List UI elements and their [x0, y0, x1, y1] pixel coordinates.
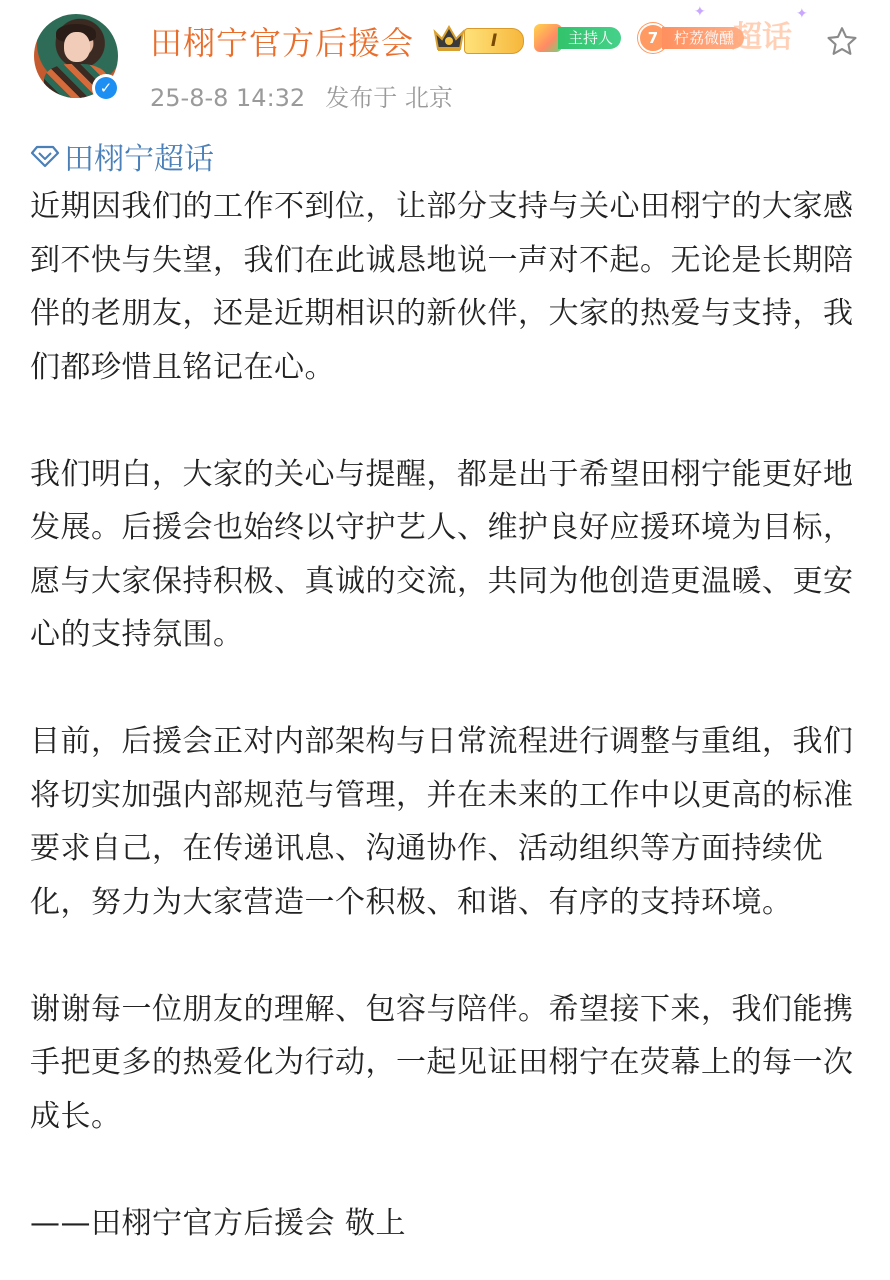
host-badge-label: 主持人: [558, 27, 621, 49]
level-badge[interactable]: I: [464, 28, 524, 54]
paragraph: 我们明白，大家的关心与提醒，都是出于希望田栩宁能更好地发展。后援会也始终以守护艺人、维护良好应援环境为目标，愿与大家保持积极、真诚的交流，共同为他创造更温暖、更安心的支持氛围。: [30, 456, 854, 652]
star-outline-icon: [824, 24, 860, 60]
fan-badge-level: 7: [638, 23, 668, 53]
sparkle-icon: ✦: [796, 6, 808, 22]
location: 发布于 北京: [325, 84, 453, 112]
topic-link[interactable]: [30, 136, 214, 176]
topic-label: 田栩宁超话: [64, 142, 214, 177]
crown-icon: [432, 22, 466, 54]
verified-check-icon: ✓: [92, 74, 120, 102]
fan-badge-label: 柠荔微醺: [662, 27, 744, 49]
avatar-face: [64, 32, 90, 62]
signature: ——田栩宁官方后援会 敬上: [30, 1205, 407, 1241]
username[interactable]: 田栩宁官方后援会: [150, 24, 415, 62]
decor-text: 超话: [732, 20, 792, 55]
host-badge[interactable]: [534, 24, 626, 52]
post-meta: [150, 78, 453, 113]
paragraph: 近期因我们的工作不到位，让部分支持与关心田栩宁的大家感到不快与失望，我们在此诚恳地说一声对不起。无论是长期陪伴的老朋友，还是近期相识的新伙伴，大家的热爱与支持，我们都珍惜且铭记在心。: [30, 189, 854, 385]
paragraph: 目前，后援会正对内部架构与日常流程进行调整与重组，我们将切实加强内部规范与管理，并在未来的工作中以更高的标准要求自己，在传递讯息、沟通协作、活动组织等方面持续优化，努力为大家营造一个积极、和谐、有序的支持环境。: [30, 724, 854, 920]
fan-badge[interactable]: [638, 24, 788, 52]
paragraph: 谢谢每一位朋友的理解、包容与陪伴。希望接下来，我们能携手把更多的热爱化为行动，一起见证田栩宁在荧幕上的每一次成长。: [30, 991, 854, 1134]
diamond-icon: [30, 144, 60, 168]
favorite-button[interactable]: [820, 20, 864, 64]
post-content: [30, 180, 860, 1250]
sparkle-icon: ✦: [694, 4, 706, 20]
timestamp: 25-8-8 14:32: [150, 84, 306, 112]
post-header: [0, 0, 890, 120]
